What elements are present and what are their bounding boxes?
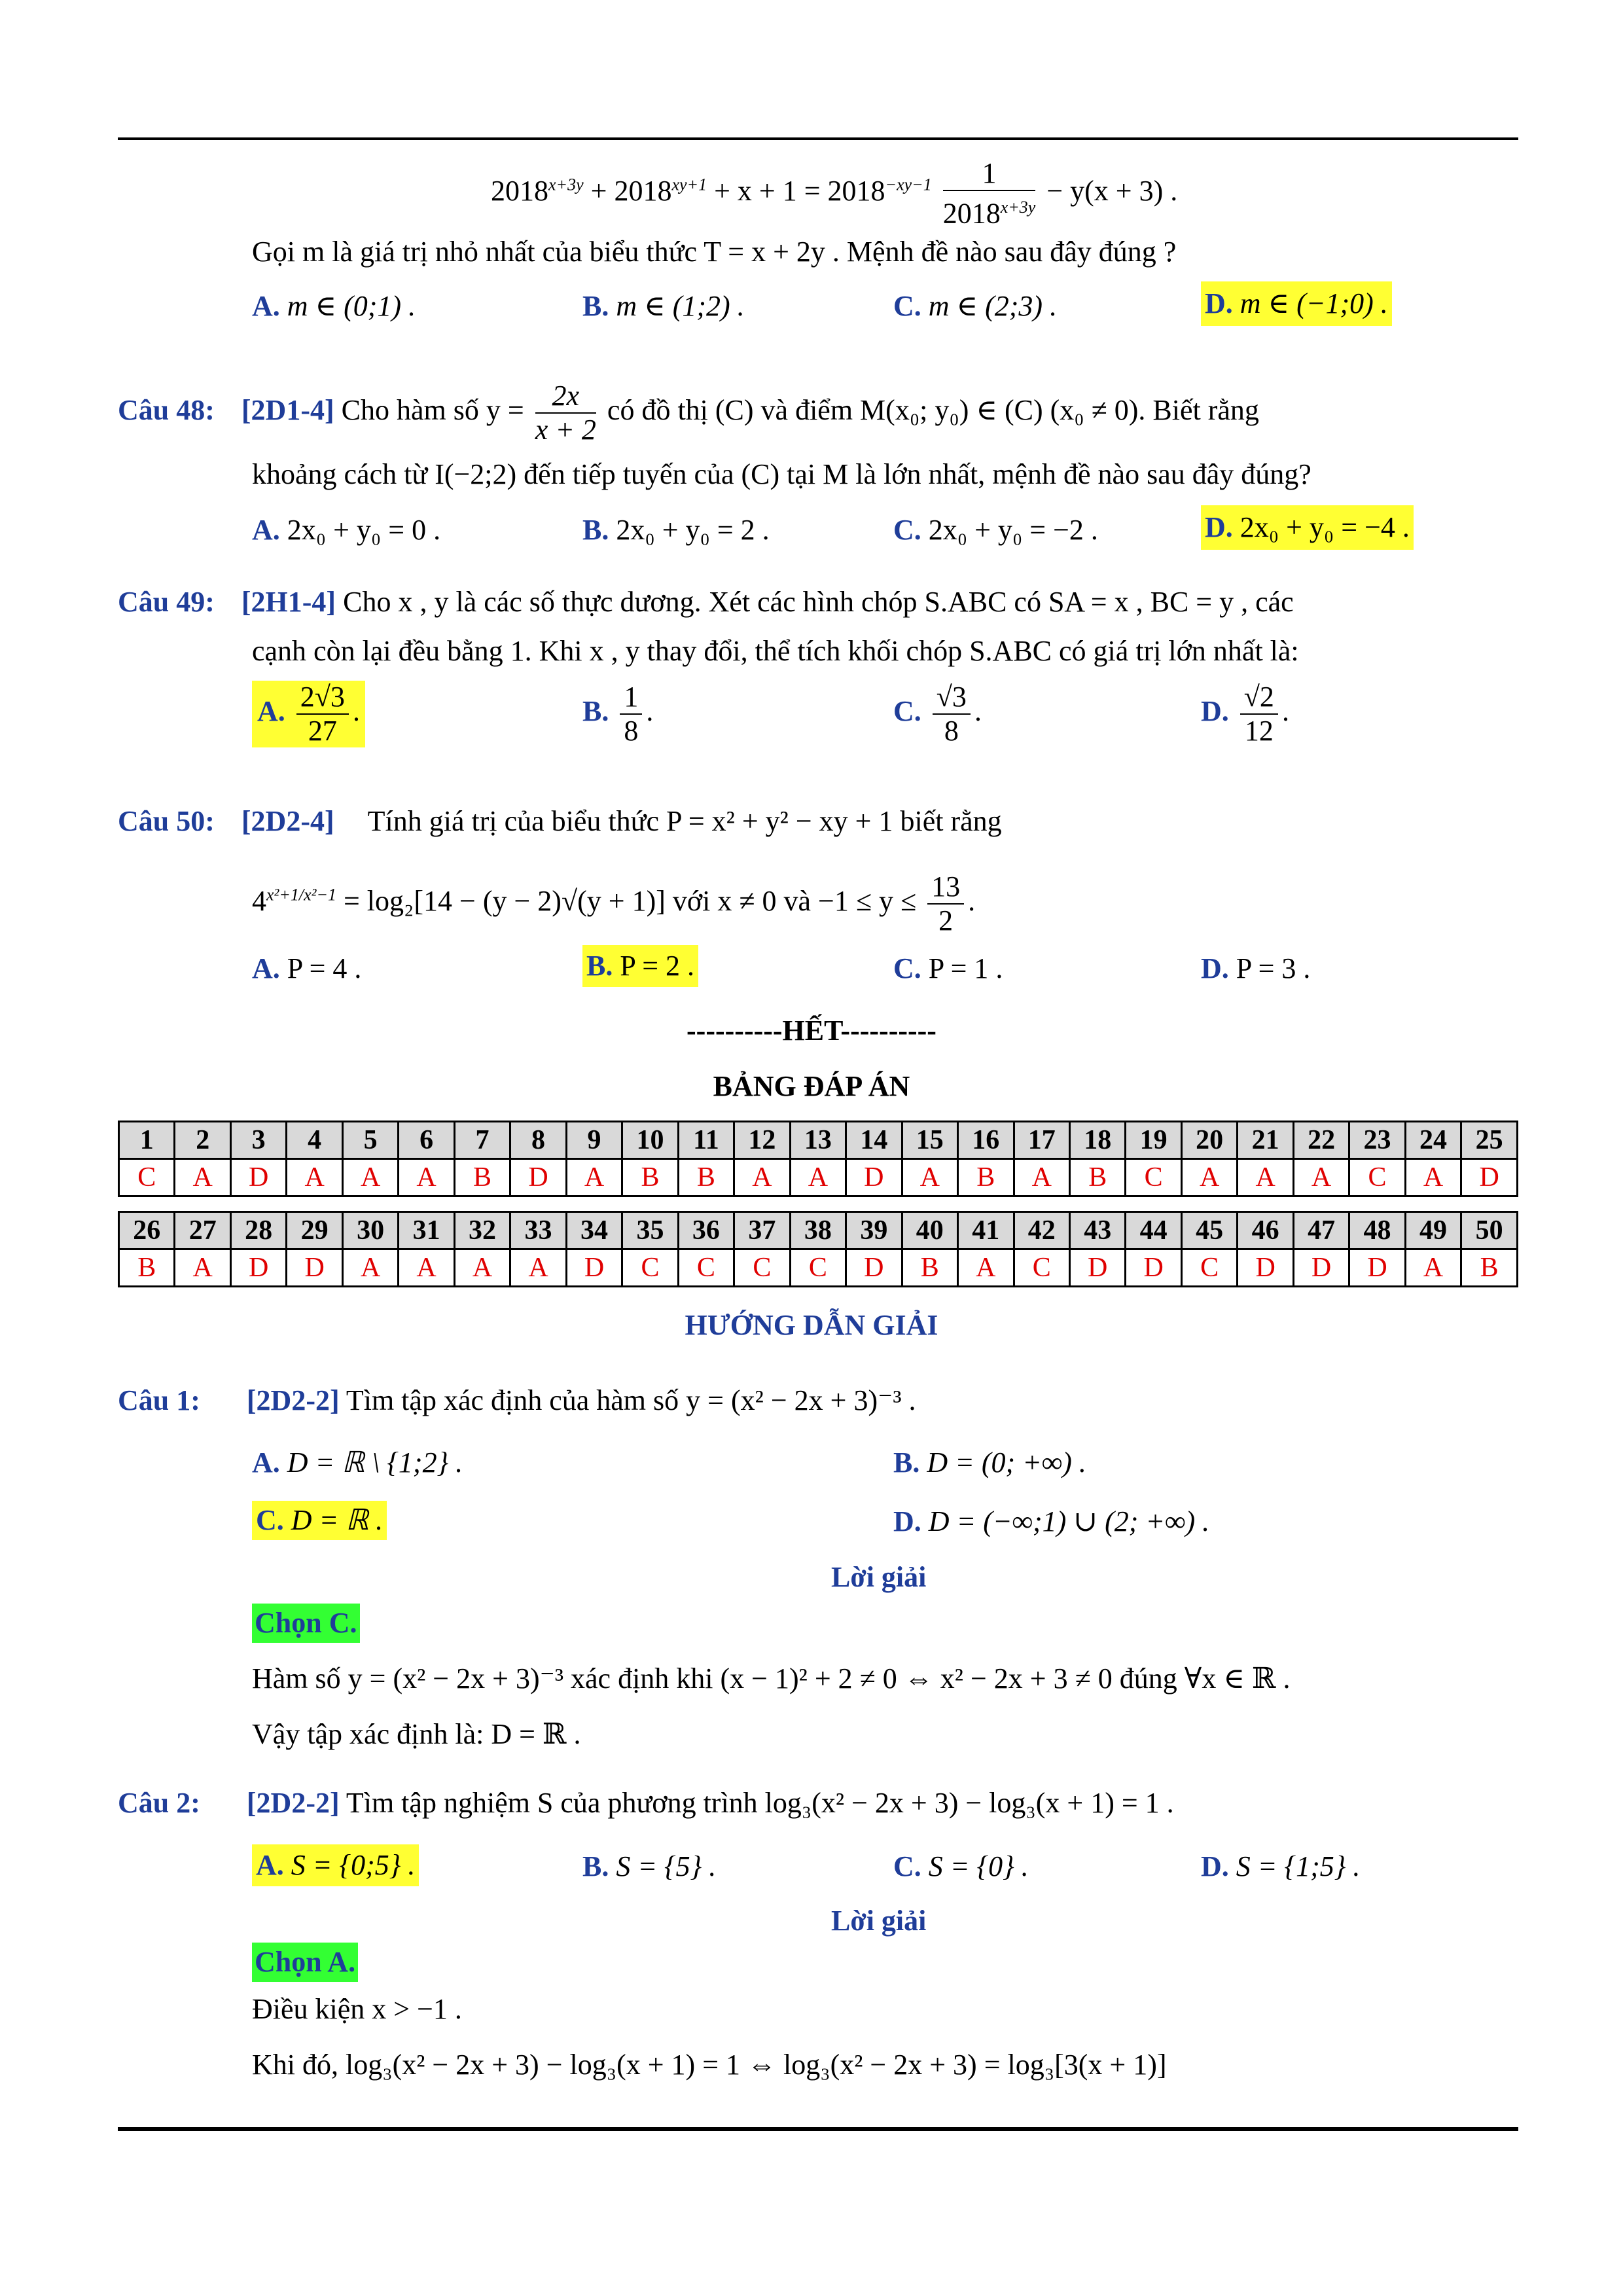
answer-table-2: [118, 1211, 1518, 1287]
answer-value-cell: A: [175, 1159, 230, 1196]
guide-title: HƯỚNG DẪN GIẢI: [685, 1309, 938, 1341]
s1-option-d[interactable]: D. D = (−∞;1) ∪ (2; +∞) .: [893, 1505, 1210, 1537]
q47-stem: Gọi m là giá trị nhỏ nhất của biểu thức T = x + 2y . Mệnh đề nào sau đây đúng ?: [252, 236, 1177, 268]
answer-number-cell: 37: [734, 1212, 790, 1249]
answer-value-cell: C: [734, 1249, 790, 1287]
answer-value-cell: D: [230, 1249, 286, 1287]
answer-table-1: [118, 1121, 1518, 1197]
q47-option-a[interactable]: A. m ∈ (0;1) .: [252, 290, 416, 322]
answer-value-cell: A: [734, 1159, 790, 1196]
answer-number-cell: 31: [399, 1212, 454, 1249]
q49-option-a[interactable]: A. $\frac{2√3}{27}$ .: [252, 681, 365, 747]
answer-number-cell: 13: [790, 1122, 846, 1159]
answer-value-cell: B: [902, 1249, 957, 1287]
answer-value-cell: A: [958, 1249, 1014, 1287]
answer-number-cell: 49: [1405, 1212, 1461, 1249]
q48-option-c[interactable]: C. 2x₀ + y₀ = −2 .: [893, 514, 1098, 546]
answer-value-cell: C: [678, 1249, 734, 1287]
answer-value-cell: A: [1405, 1249, 1461, 1287]
s1-option-c[interactable]: C. D = ℝ .: [252, 1501, 387, 1540]
answer-value-cell: A: [1181, 1159, 1237, 1196]
q50-option-a[interactable]: A. P = 4 .: [252, 952, 362, 984]
q47-fraction: $\frac{1}{2018^{x+3y}}$: [942, 157, 1036, 230]
bottom-rule: [118, 2127, 1518, 2131]
end-marker: ----------HẾT----------: [687, 1014, 936, 1047]
answer-number-cell: 10: [622, 1122, 678, 1159]
s2-option-c[interactable]: C. S = {0} .: [893, 1850, 1029, 1882]
answer-value-cell: A: [566, 1159, 622, 1196]
answer-number-cell: 33: [510, 1212, 566, 1249]
answer-number-cell: 22: [1293, 1122, 1349, 1159]
answer-number-cell: 18: [1069, 1122, 1125, 1159]
answer-value-cell: A: [287, 1159, 342, 1196]
answer-number-cell: 48: [1349, 1212, 1405, 1249]
answer-number-cell: 20: [1181, 1122, 1237, 1159]
answer-number-cell: 42: [1014, 1212, 1069, 1249]
answer-value-cell: A: [1014, 1159, 1069, 1196]
answer-number-cell: 19: [1126, 1122, 1181, 1159]
answer-value-cell: D: [510, 1159, 566, 1196]
answer-value-cell: D: [230, 1159, 286, 1196]
answer-value-cell: A: [399, 1249, 454, 1287]
answer-number-cell: 2: [175, 1122, 230, 1159]
answer-value-cell: D: [846, 1159, 902, 1196]
q47-equation: $2018^{x+3y} + 2018^{xy+1} + x + 1 = 2018^{-xy-1}$ $\frac{1}{2018^{x+3y}}$ − y(x + 3) .: [491, 157, 1178, 230]
answer-value-cell: A: [1405, 1159, 1461, 1196]
answer-value-cell: C: [790, 1249, 846, 1287]
q49-option-d[interactable]: D. $\frac{√2}{12}$ .: [1201, 681, 1289, 747]
answer-value-cell: A: [342, 1249, 398, 1287]
answer-value-cell: A: [399, 1159, 454, 1196]
s1-option-b[interactable]: B. D = (0; +∞) .: [893, 1446, 1086, 1479]
answer-value-cell: A: [454, 1249, 510, 1287]
s2-stem: Câu 2: [2D2-2] Tìm tập nghiệm S của phương trình log₃(x² − 2x + 3) − log₃(x + 1) = 1 .: [118, 1787, 1174, 1819]
answer-number-cell: 28: [230, 1212, 286, 1249]
s2-option-a[interactable]: A. S = {0;5} .: [252, 1844, 419, 1886]
answer-number-cell: 16: [958, 1122, 1014, 1159]
answer-value-cell: C: [622, 1249, 678, 1287]
answer-number-cell: 27: [175, 1212, 230, 1249]
answer-number-cell: 14: [846, 1122, 902, 1159]
answer-number-cell: 3: [230, 1122, 286, 1159]
q50-option-b[interactable]: B. P = 2 .: [582, 945, 698, 987]
answer-number-cell: 25: [1461, 1122, 1518, 1159]
answer-number-cell: 38: [790, 1212, 846, 1249]
answer-number-cell: 46: [1238, 1212, 1293, 1249]
s1-line2: Vậy tập xác định là: D = ℝ .: [252, 1718, 581, 1750]
answer-value-cell: A: [1238, 1159, 1293, 1196]
s2-solution-title: Lời giải: [831, 1905, 927, 1937]
q50-fraction: $\frac{13}{2}$: [927, 870, 964, 937]
answer-number-cell: 4: [287, 1122, 342, 1159]
answer-number-cell: 7: [454, 1122, 510, 1159]
answer-value-cell: D: [566, 1249, 622, 1287]
answer-value-cell: A: [790, 1159, 846, 1196]
answer-value-cell: B: [1461, 1249, 1518, 1287]
q49-line1: Câu 49: [2H1-4] Cho x , y là các số thực dương. Xét các hình chóp S.ABC có SA = x , BC = y , các: [118, 586, 1294, 618]
answer-number-cell: 45: [1181, 1212, 1237, 1249]
s1-line1: Hàm số y = (x² − 2x + 3)⁻³ xác định khi (x − 1)² + 2 ≠ 0 ⇔ x² − 2x + 3 ≠ 0 đúng ∀x ∈ ℝ .: [252, 1662, 1291, 1695]
answer-value-cell: D: [1069, 1249, 1125, 1287]
answer-number-cell: 34: [566, 1212, 622, 1249]
q50-line1: Câu 50: [2D2-4] Tính giá trị của biểu thức P = x² + y² − xy + 1 biết rằng: [118, 805, 1002, 837]
q50-line2: $4^{x^2+1/x^2-1} = \log_2[14 - (y - 2)√(y + 1)]$ với x ≠ 0 và −1 ≤ y ≤ $\frac{13}{2}$ .: [252, 870, 976, 937]
answer-value-cell: D: [287, 1249, 342, 1287]
answer-value-cell: D: [1461, 1159, 1518, 1196]
answer-value-cell: C: [119, 1159, 175, 1196]
s2-line2: Khi đó, log₃(x² − 2x + 3) − log₃(x + 1) = 1 ⇔ log₃(x² − 2x + 3) = log₃[3(x + 1)]: [252, 2049, 1167, 2081]
answer-value-cell: A: [902, 1159, 957, 1196]
answer-value-cell: A: [510, 1249, 566, 1287]
answer-value-cell: C: [1349, 1159, 1405, 1196]
s1-solution-title: Lời giải: [831, 1561, 927, 1593]
answer-value-cell: C: [1014, 1249, 1069, 1287]
q48-line1: Câu 48: [2D1-4] Cho hàm số y = $\frac{2x}{x + 2}$ có đồ thị (C) và điểm M(x₀; y₀) ∈ (C) (x₀ ≠ 0). Biết rằng: [118, 380, 1259, 446]
answer-value-cell: C: [1126, 1159, 1181, 1196]
answer-number-cell: 36: [678, 1212, 734, 1249]
answer-value-cell: A: [342, 1159, 398, 1196]
answer-value-cell: B: [1069, 1159, 1125, 1196]
answer-number-cell: 5: [342, 1122, 398, 1159]
s1-stem: Câu 1: [2D2-2] Tìm tập xác định của hàm số y = (x² − 2x + 3)⁻³ .: [118, 1384, 916, 1416]
answer-value-cell: D: [1349, 1249, 1405, 1287]
answer-number-cell: 15: [902, 1122, 957, 1159]
answer-value-cell: A: [175, 1249, 230, 1287]
s2-option-b[interactable]: B. S = {5} .: [582, 1850, 717, 1882]
answer-number-cell: 11: [678, 1122, 734, 1159]
answer-value-cell: B: [119, 1249, 175, 1287]
s2-line1: Điều kiện x > −1 .: [252, 1993, 462, 2025]
answer-number-cell: 47: [1293, 1212, 1349, 1249]
q49-option-b[interactable]: B. $\frac{1}{8}$ .: [582, 681, 654, 747]
answer-number-cell: 24: [1405, 1122, 1461, 1159]
answer-number-cell: 1: [119, 1122, 175, 1159]
answer-number-cell: 21: [1238, 1122, 1293, 1159]
answer-value-cell: D: [846, 1249, 902, 1287]
q48-option-a[interactable]: A. 2x₀ + y₀ = 0 .: [252, 514, 441, 546]
answer-number-cell: 35: [622, 1212, 678, 1249]
answer-value-cell: D: [1126, 1249, 1181, 1287]
answer-table-title: BẢNG ĐÁP ÁN: [713, 1070, 910, 1102]
q50-option-c[interactable]: C. P = 1 .: [893, 952, 1003, 984]
q49-line2: cạnh còn lại đều bằng 1. Khi x , y thay đổi, thể tích khối chóp S.ABC có giá trị lớn nhất là:: [252, 635, 1299, 667]
q49-option-c[interactable]: C. $\frac{√3}{8}$ .: [893, 681, 982, 747]
answer-number-cell: 9: [566, 1122, 622, 1159]
answer-number-cell: 8: [510, 1122, 566, 1159]
s2-option-d[interactable]: D. S = {1;5} .: [1201, 1850, 1361, 1882]
answer-number-cell: 39: [846, 1212, 902, 1249]
q50-option-d[interactable]: D. P = 3 .: [1201, 952, 1311, 984]
answer-number-cell: 44: [1126, 1212, 1181, 1249]
answer-value-cell: D: [1238, 1249, 1293, 1287]
answer-number-cell: 43: [1069, 1212, 1125, 1249]
top-rule: [118, 137, 1518, 140]
answer-number-cell: 6: [399, 1122, 454, 1159]
answer-number-cell: 32: [454, 1212, 510, 1249]
answer-number-cell: 30: [342, 1212, 398, 1249]
answer-number-cell: 40: [902, 1212, 957, 1249]
s1-chosen: Chọn C.: [252, 1604, 360, 1643]
answer-value-cell: B: [454, 1159, 510, 1196]
answer-number-cell: 50: [1461, 1212, 1518, 1249]
s2-chosen: Chọn A.: [252, 1943, 358, 1982]
answer-value-cell: B: [678, 1159, 734, 1196]
answer-value-cell: C: [1181, 1249, 1237, 1287]
q47-option-c[interactable]: C. m ∈ (2;3) .: [893, 290, 1058, 322]
answer-number-cell: 26: [119, 1212, 175, 1249]
q47-option-d[interactable]: D. m ∈ (−1;0) .: [1201, 281, 1392, 326]
s1-option-a[interactable]: A. D = ℝ \ {1;2} .: [252, 1446, 463, 1479]
answer-value-cell: D: [1293, 1249, 1349, 1287]
answer-number-cell: 23: [1349, 1122, 1405, 1159]
answer-value-cell: A: [1293, 1159, 1349, 1196]
q48-line2: khoảng cách từ I(−2;2) đến tiếp tuyến của (C) tại M là lớn nhất, mệnh đề nào sau đây đúng?: [252, 458, 1311, 490]
answer-number-cell: 29: [287, 1212, 342, 1249]
q48-fraction: $\frac{2x}{x + 2}$: [535, 380, 596, 446]
answer-number-cell: 41: [958, 1212, 1014, 1249]
q48-option-d[interactable]: D. 2x₀ + y₀ = −4 .: [1201, 505, 1414, 550]
answer-number-cell: 17: [1014, 1122, 1069, 1159]
q48-option-b[interactable]: B. 2x₀ + y₀ = 2 .: [582, 514, 770, 546]
answer-number-cell: 12: [734, 1122, 790, 1159]
q47-option-b[interactable]: B. m ∈ (1;2) .: [582, 290, 745, 322]
answer-value-cell: B: [958, 1159, 1014, 1196]
answer-value-cell: B: [622, 1159, 678, 1196]
